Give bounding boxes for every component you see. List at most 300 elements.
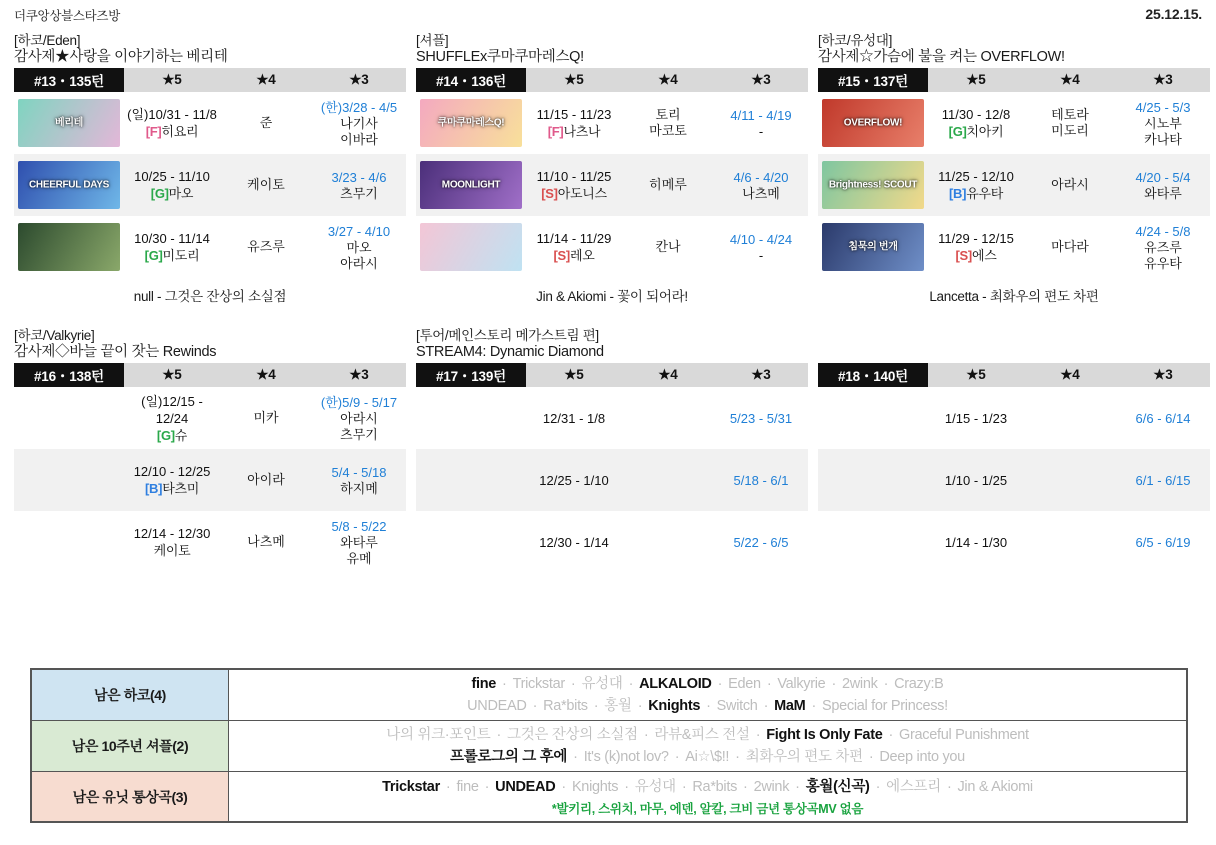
card-thumbnail-cell (818, 387, 928, 449)
star4-character (622, 107, 714, 139)
table-row (416, 216, 808, 278)
summary-chip: Knights (648, 698, 701, 714)
event-id: #14・136턴 (416, 68, 526, 92)
star4-cell (1024, 154, 1116, 216)
star5-cell (928, 154, 1024, 216)
table-row (14, 449, 406, 511)
star4-cell (1024, 216, 1116, 278)
star3-character (312, 535, 406, 567)
card-type-tag: [S] (553, 248, 570, 263)
star5-cell (124, 92, 220, 154)
star5-cell (928, 449, 1024, 511)
star4-cell (220, 154, 312, 216)
card-type-tag: [S] (955, 248, 972, 263)
block-footer (818, 573, 1210, 580)
star5-cell (928, 511, 1024, 573)
star3-character-name: 유우타 (1144, 255, 1182, 271)
table-row (416, 449, 808, 511)
star-header-4: ★4 (1024, 68, 1116, 92)
star3-cell (714, 511, 808, 573)
summary-chip: Ai☆\$!! (685, 749, 730, 765)
card-thumbnail-cell (14, 216, 124, 278)
table-header-row (14, 68, 406, 92)
star3-character (714, 248, 808, 264)
star-header-5: ★5 (928, 363, 1024, 387)
star4-character (622, 239, 714, 255)
card-thumbnail-cell (818, 449, 928, 511)
star5-cell (124, 154, 220, 216)
star5-cell (928, 92, 1024, 154)
summary-chip: It's (k)not lov? (583, 749, 669, 765)
star4-cell (622, 387, 714, 449)
star4-character (220, 472, 312, 488)
star3-character (1116, 240, 1210, 272)
star3-cell (714, 216, 808, 278)
summary-chip: Special for Princess! (821, 698, 948, 714)
event-id: #18・140턴 (818, 363, 928, 387)
card-thumbnail-cell (818, 92, 928, 154)
summary-separator: · (624, 778, 629, 795)
summary-chip: Eden (728, 676, 761, 692)
summary-chip: 유성대 (581, 676, 623, 692)
schedule-block (416, 32, 808, 305)
table-header-row (416, 68, 808, 92)
star5-cell (124, 216, 220, 278)
schedule-block (14, 32, 406, 305)
star3-character-name: 이바라 (340, 131, 378, 147)
star3-cell (312, 216, 406, 278)
star4-character-name: 준 (259, 115, 273, 130)
star3-period: 5/8 - 5/22 (331, 518, 387, 534)
card-thumbnail-cell (416, 511, 526, 573)
summary-row-label: 남은 하코(4) (32, 670, 229, 720)
summary-separator: · (496, 727, 501, 743)
star5-period: 12/31 - 1/8 (542, 410, 606, 426)
table-header-row (818, 363, 1210, 387)
block-title (818, 327, 1210, 363)
star4-character-name: 테토라 (1051, 107, 1089, 122)
card-thumbnail-cell (818, 511, 928, 573)
table-row (416, 511, 808, 573)
card-thumbnail (420, 99, 522, 147)
star5-period: 1/15 - 1/23 (944, 410, 1008, 426)
star-header-4: ★4 (1024, 363, 1116, 387)
table-row (416, 92, 808, 154)
block-footer: Lancetta - 최화우의 편도 차편 (929, 289, 1099, 304)
summary-chip: Graceful Punishment (899, 727, 1029, 743)
star3-period: 3/27 - 4/10 (327, 223, 391, 239)
star-header-4: ★4 (622, 68, 714, 92)
card-type-tag: [G] (948, 124, 967, 139)
star4-character (1024, 177, 1116, 193)
star5-period: 10/25 - 11/10 (134, 169, 210, 184)
star5-cell (526, 216, 622, 278)
card-thumbnail-cell (416, 92, 526, 154)
summary-separator: · (643, 727, 649, 743)
star5-character: [B]유우타 (949, 186, 1003, 201)
star4-character (220, 534, 312, 550)
summary-chip: MaM (774, 698, 806, 714)
star3-character (312, 240, 406, 272)
star3-character-name: 츠무기 (340, 185, 378, 201)
star-header-4: ★4 (622, 363, 714, 387)
star3-character-name: 마오 (346, 239, 372, 255)
star5-period: 11/25 - 12/10 (938, 169, 1014, 184)
star-header-5: ★5 (526, 363, 622, 387)
card-type-tag: [G] (144, 248, 163, 263)
card-thumbnail-cell (14, 154, 124, 216)
summary-chip: 에스프리 (886, 778, 941, 795)
star-header-4: ★4 (220, 363, 312, 387)
blocks-row-2 (14, 327, 1202, 580)
summary-line (445, 747, 970, 767)
summary-chip: 유성대 (634, 778, 676, 795)
star3-period: 5/23 - 5/31 (729, 410, 793, 426)
card-thumbnail (420, 161, 522, 209)
star3-character-name: 나기사 (340, 115, 378, 131)
block-footer: null - 그것은 잔상의 소실점 (133, 289, 287, 304)
star3-period: 4/20 - 5/4 (1135, 169, 1191, 185)
block-title-line2: 감사제◇바늘 끝이 잣는 Rewinds (14, 344, 217, 360)
card-type-tag: [B] (145, 481, 163, 496)
star3-period: 6/1 - 6/15 (1135, 472, 1191, 488)
summary-separator: · (875, 778, 881, 795)
card-thumbnail-cell (14, 387, 124, 449)
schedule-table (14, 363, 406, 573)
star5-character: [G]미도리 (144, 248, 200, 263)
star5-character: [S]에스 (955, 248, 997, 263)
summary-separator: · (706, 698, 711, 714)
summary-chip: Valkyrie (777, 676, 826, 692)
star5-character: [F]나츠나 (547, 124, 601, 139)
block-title (14, 32, 406, 68)
star-header-3: ★3 (1116, 363, 1210, 387)
summary-chip: fine (456, 778, 479, 795)
schedule-block (818, 32, 1210, 305)
summary-separator: · (502, 676, 507, 692)
summary-line (377, 777, 1038, 797)
summary-chip: 홍월 (604, 698, 632, 714)
star4-cell (220, 92, 312, 154)
star5-period: 12/30 - 1/14 (539, 534, 609, 550)
block-title-line2: 감사제☆가슴에 불을 켜는 OVERFLOW! (818, 49, 1065, 65)
schedule-table (818, 68, 1210, 278)
summary-note: *발키리, 스위치, 마무, 에덴, 알칼, 크비 금년 통상곡MV 없음 (551, 801, 864, 816)
star3-character-name: 유메 (346, 550, 372, 566)
star3-cell (714, 387, 808, 449)
star3-cell (312, 387, 406, 449)
star3-period: 5/4 - 5/18 (331, 464, 387, 480)
top-bar (14, 6, 1202, 26)
star-header-5: ★5 (928, 68, 1024, 92)
star5-cell (124, 449, 220, 511)
summary-separator: · (628, 676, 634, 692)
summary-chip: Knights (571, 778, 619, 795)
site-name: 더쿠앙상블스타즈방 (14, 9, 120, 23)
star-header-3: ★3 (714, 363, 808, 387)
star3-period: 4/11 - 4/19 (730, 107, 792, 123)
star5-character: [S]아도니스 (541, 186, 607, 201)
star4-character-name: 아라시 (1051, 177, 1089, 192)
star5-period: 12/25 - 1/10 (539, 472, 609, 488)
star4-cell (220, 216, 312, 278)
card-type-tag: [F] (547, 124, 564, 139)
star4-character-name: 마다라 (1051, 239, 1089, 254)
summary-chip: Fight Is Only Fate (766, 727, 883, 743)
summary-separator: · (681, 778, 687, 795)
star3-character-name: 시노부 (1144, 115, 1182, 131)
star-header-3: ★3 (714, 68, 808, 92)
star4-cell (1024, 92, 1116, 154)
table-row (818, 92, 1210, 154)
star5-character: [F]히요리 (145, 124, 199, 139)
event-id: #13・135턴 (14, 68, 124, 92)
star3-cell (312, 511, 406, 573)
summary-separator: · (763, 698, 769, 714)
star5-character: 케이토 (153, 543, 191, 558)
star5-period: 12/10 - 12/25 (133, 464, 211, 479)
table-row (818, 449, 1210, 511)
star3-cell (714, 154, 808, 216)
card-thumbnail-cell (416, 154, 526, 216)
star5-cell (124, 387, 220, 449)
summary-line (466, 674, 948, 694)
schedule-table (818, 363, 1210, 573)
block-title-line1: [투어/메인스토리 메가스트림 편] (416, 328, 599, 343)
block-title-line1: [셔플] (416, 33, 449, 48)
summary-row-label: 남은 10주년 셔플(2) (32, 721, 229, 771)
star3-period: 6/5 - 6/19 (1135, 534, 1191, 550)
star3-character-name: 하지메 (340, 480, 378, 496)
card-type-tag: [S] (541, 186, 558, 201)
star4-cell (622, 92, 714, 154)
star3-character-name: 아라시 (340, 255, 378, 271)
star3-period: 4/10 - 4/24 (729, 231, 793, 247)
schedule-block (818, 327, 1210, 580)
star4-character (220, 177, 312, 193)
star4-character-name: 토리 (655, 107, 681, 122)
summary-separator: · (743, 778, 748, 795)
table-row (14, 216, 406, 278)
summary-chip: Deep into you (879, 749, 965, 765)
star-header-5: ★5 (124, 68, 220, 92)
summary-chip: Ra*bits (692, 778, 738, 795)
card-type-tag: [B] (949, 186, 967, 201)
star4-cell (1024, 511, 1116, 573)
star3-character-name: 와타루 (1144, 185, 1182, 201)
star3-character-name: 츠무기 (340, 426, 378, 442)
block-title-line2: SHUFFLEx쿠마쿠마레스Q! (416, 49, 584, 65)
table-row (818, 154, 1210, 216)
star4-character-name: 아이라 (247, 472, 285, 487)
star3-character (1116, 116, 1210, 148)
block-title (818, 32, 1210, 68)
card-thumbnail (18, 223, 120, 271)
summary-separator: · (593, 698, 599, 714)
block-footer: Jin & Akiomi - 꽃이 되어라! (536, 289, 688, 304)
star3-cell (1116, 387, 1210, 449)
star4-character-name: 미도리 (1051, 123, 1089, 138)
block-title-line1: [하코/Eden] (14, 33, 81, 48)
star4-character (1024, 239, 1116, 255)
summary-row (32, 721, 1186, 772)
star3-character (312, 116, 406, 148)
card-type-tag: [F] (145, 124, 162, 139)
summary-line (381, 725, 1033, 745)
star3-cell (312, 449, 406, 511)
card-thumbnail-cell (416, 449, 526, 511)
star4-cell (220, 449, 312, 511)
table-header-row (14, 363, 406, 387)
summary-separator: · (795, 778, 800, 795)
card-thumbnail-cell (14, 511, 124, 573)
summary-row (32, 772, 1186, 821)
table-row (14, 511, 406, 573)
table-row (14, 387, 406, 449)
star3-character-name: 카나타 (1144, 131, 1182, 147)
star3-character (312, 481, 406, 497)
block-title-line1: [하코/Valkyrie] (14, 328, 95, 343)
card-thumbnail-label: OVERFLOW! (843, 117, 903, 129)
schedule-block (14, 327, 406, 580)
star4-character-name: 미카 (253, 410, 279, 425)
star5-cell (526, 154, 622, 216)
star4-character (220, 410, 312, 426)
table-header-row (818, 68, 1210, 92)
summary-chip: UNDEAD (495, 778, 556, 795)
summary-separator: · (717, 676, 723, 692)
card-thumbnail-label: 침묵의 번개 (848, 241, 898, 253)
summary-chip: fine (471, 676, 497, 692)
card-thumbnail (822, 99, 924, 147)
star4-character-name: 칸나 (655, 239, 681, 254)
schedule-table (14, 68, 406, 278)
summary-separator: · (445, 778, 451, 795)
star3-character (312, 411, 406, 443)
star4-character-name: 유즈루 (247, 239, 285, 254)
summary-chip: Crazy:B (894, 676, 944, 692)
star4-character-name: 케이토 (247, 177, 285, 192)
table-row (818, 216, 1210, 278)
star5-period: 12/14 - 12/30 (133, 526, 211, 541)
card-thumbnail (822, 223, 924, 271)
star3-period: 5/22 - 6/5 (733, 534, 789, 550)
summary-chip: 홍월(신곡) (805, 778, 870, 795)
star3-period: 3/23 - 4/6 (331, 169, 387, 185)
summary-chip: Switch (716, 698, 758, 714)
summary-row-label: 남은 유닛 통상곡(3) (32, 772, 229, 821)
card-thumbnail (822, 161, 924, 209)
summary-separator: · (766, 676, 772, 692)
card-thumbnail-cell (416, 216, 526, 278)
summary-chip: Trickstar (382, 778, 440, 795)
card-thumbnail-label: CHEERFUL DAYS (28, 179, 109, 191)
table-row (14, 154, 406, 216)
summary-separator: · (532, 698, 538, 714)
star4-character-name: 마코토 (649, 123, 687, 138)
schedule-table (416, 363, 808, 573)
star5-character: [B]타츠미 (145, 481, 199, 496)
star5-period: 11/15 - 11/23 (536, 107, 612, 122)
summary-separator: · (570, 676, 576, 692)
star5-period: (일)10/31 - 11/8 (127, 107, 217, 122)
summary-separator: · (561, 778, 566, 795)
star3-character (1116, 186, 1210, 202)
summary-chip: 2wink (841, 676, 878, 692)
star-header-3: ★3 (312, 68, 406, 92)
star4-character-name: 히메루 (649, 177, 687, 192)
summary-separator: · (883, 676, 889, 692)
summary-separator: · (946, 778, 952, 795)
star3-period: 4/24 - 5/8 (1135, 223, 1191, 239)
summary-chip: 2wink (753, 778, 790, 795)
star5-period: 11/29 - 12/15 (938, 231, 1014, 246)
star3-character (714, 186, 808, 202)
summary-row-body (229, 721, 1186, 771)
star5-character: [G]치아키 (948, 124, 1004, 139)
star5-character: [S]레오 (553, 248, 595, 263)
summary-line (462, 696, 953, 716)
summary-separator: · (811, 698, 816, 714)
star4-cell (220, 387, 312, 449)
summary-chip: 라뷰&피스 전설 (654, 727, 750, 743)
star3-character-name: 아라시 (340, 410, 378, 426)
schedule-table (416, 68, 808, 278)
table-row (14, 92, 406, 154)
table-row (416, 154, 808, 216)
star5-cell (928, 216, 1024, 278)
star-header-3: ★3 (1116, 68, 1210, 92)
star3-period: 4/6 - 4/20 (733, 169, 789, 185)
star4-cell (622, 216, 714, 278)
card-thumbnail-cell (818, 154, 928, 216)
star3-cell (714, 92, 808, 154)
star3-period: 5/18 - 6/1 (733, 472, 789, 488)
star5-cell (526, 92, 622, 154)
star5-period: 11/10 - 11/25 (536, 169, 612, 184)
star3-character-name: 와타루 (340, 534, 378, 550)
summary-chip: UNDEAD (467, 698, 527, 714)
star3-cell (312, 92, 406, 154)
star5-period: 11/30 - 12/8 (941, 107, 1011, 122)
card-thumbnail-cell (14, 449, 124, 511)
block-title (416, 32, 808, 68)
block-title (14, 327, 406, 363)
card-type-tag: [G] (150, 186, 169, 201)
star3-cell (1116, 511, 1210, 573)
summary-table (30, 668, 1188, 823)
star5-cell (124, 511, 220, 573)
star-header-5: ★5 (124, 363, 220, 387)
star4-character (1024, 107, 1116, 139)
table-row (818, 511, 1210, 573)
star3-character-name: - (758, 247, 764, 263)
summary-chip: 나의 위크·포인트 (386, 727, 491, 743)
star3-character (714, 124, 808, 140)
star5-cell (526, 449, 622, 511)
summary-separator: · (573, 749, 578, 765)
block-title (416, 327, 808, 363)
card-thumbnail-cell (416, 387, 526, 449)
block-title-line1: [하코/유성대] (818, 33, 893, 48)
card-thumbnail-label: 쿠마쿠마레스Q! (437, 117, 505, 129)
star5-cell (526, 387, 622, 449)
star5-cell (526, 511, 622, 573)
summary-chip: 그것은 잔상의 소실점 (507, 727, 638, 743)
star4-cell (622, 154, 714, 216)
card-type-tag: [G] (156, 427, 175, 443)
star-header-4: ★4 (220, 68, 312, 92)
